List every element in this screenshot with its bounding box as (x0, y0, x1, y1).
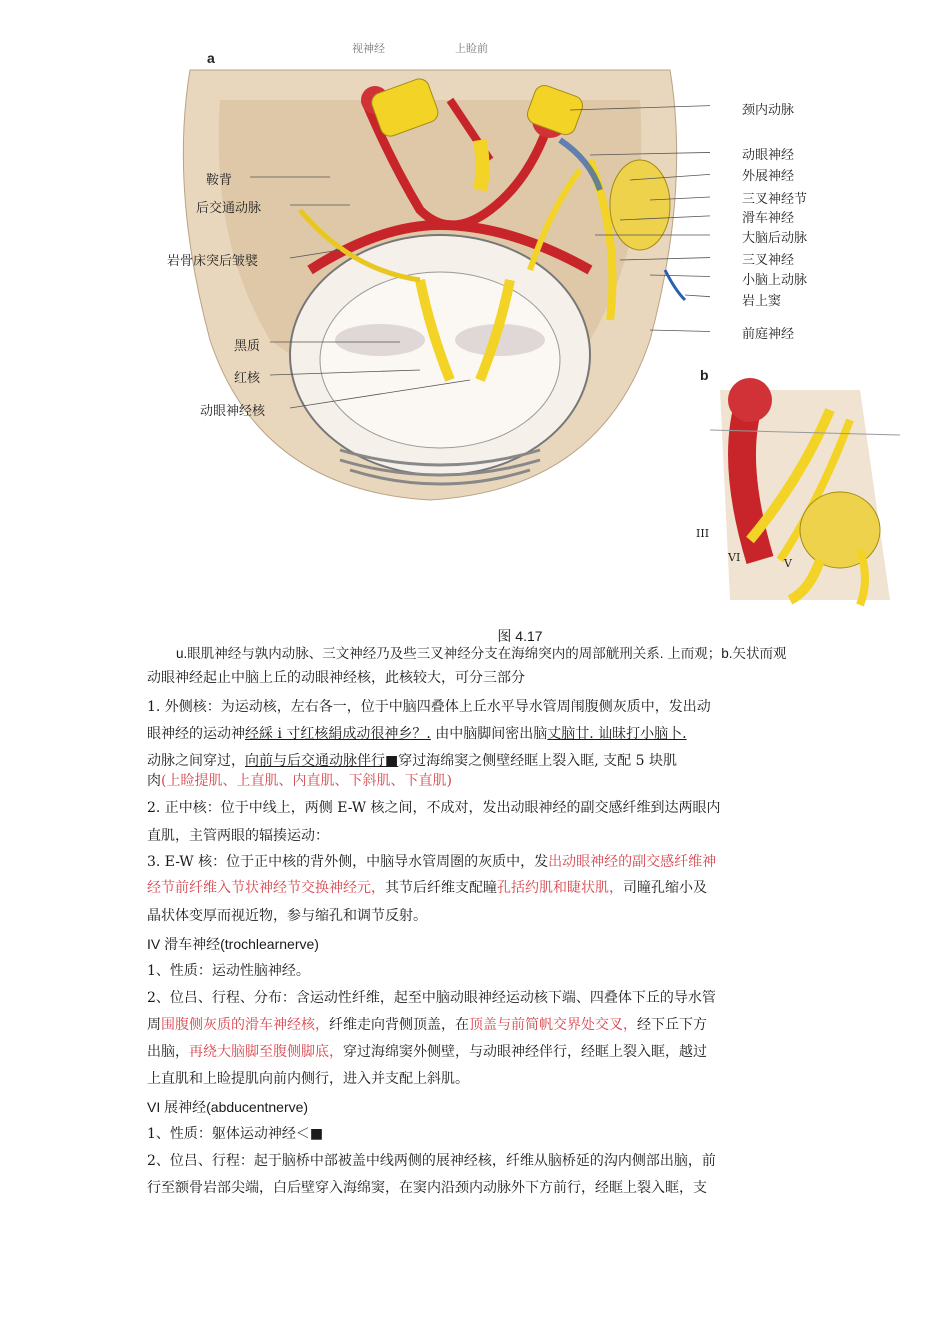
label-abducens-nerve: 外展神经 (742, 169, 795, 184)
p1d-pre: 肉 (147, 773, 161, 789)
p1b-underlined-2: 丈脑廿. 讪昧打小脑卜. (547, 726, 687, 742)
p1c-post: 穿过海绵窦之侧壁经眶上裂入眶, 支配 5 块肌 (398, 753, 677, 769)
p4c-red-2: 顶盖与前简帆交界处交叉， (469, 1017, 637, 1033)
p4d-post: 穿过海绵窦外侧壁，与动眼神经伴行，经眶上裂入眶，越过 (343, 1044, 707, 1060)
trochlear-property: 1、性质：运动性脑神经。 (147, 963, 310, 979)
heading-trochlear-nerve: IV 滑车神经(trochlearnerve) (147, 936, 319, 952)
label-b-iii: III (696, 527, 710, 540)
paragraph-1-line-1: 1. 外侧核：为运动核，左右各一，位于中脑四叠体上丘水平导水管周闱腹侧灰质中，发出动 (147, 699, 711, 715)
caption-line-2: 动眼神经起止中脑上丘的动眼神经核，此核较大，可分三部分 (147, 670, 525, 686)
abducens-course-line-1: 2、位吕、行程：起于脑桥中部被盖中线两侧的展神经核，纤维从脑桥延的沟内侧部出脑，前 (147, 1153, 716, 1169)
abducens-course-line-2: 行至额骨岩部尖端，白后壁穿入海绵窦，在窦内沿颈内动脉外下方前行，经眶上裂入眶，支 (147, 1180, 707, 1196)
trochlear-course-line-3 (147, 1041, 807, 1063)
p3b-red-1: 经节前纤维入节状神经节交换神经元， (147, 880, 385, 896)
p3b-mid: 其节后纤维支配瞳 (385, 880, 497, 896)
p1b-pre: 眼神经的运动神 (147, 726, 245, 742)
label-trochlear-nerve: 滑车神经 (742, 211, 795, 226)
heading-abducens-nerve: VI 展神经(abducentnerve) (147, 1099, 309, 1115)
paragraph-2-line-2: 直肌，主管两眼的辐揍运动： (147, 828, 329, 844)
paragraph-1-line-2 (147, 723, 807, 745)
paragraph-3-line-1 (147, 851, 807, 873)
label-superior-cerebellar-artery: 小脑上动脉 (742, 273, 808, 288)
label-b-v: V (784, 557, 792, 570)
label-vestibular-nerve: 前庭神经 (742, 327, 795, 342)
p3b-post: 司瞳孔缩小及 (623, 880, 707, 896)
trochlear-course-line-4: 上直肌和上睑提肌向前内侧行，进入并支配上斜肌。 (147, 1071, 469, 1087)
panel-a-letter: a (207, 50, 215, 66)
p3b-red-2: 孔括约肌和睫状肌， (497, 880, 623, 896)
label-substantia-nigra: 黑质 (234, 339, 261, 354)
p3a-red: 出动眼神经的副交感纤维神 (548, 854, 717, 870)
p1b-mid: 由中脑脚间密出脑 (430, 726, 548, 742)
label-internal-carotid: 颈内动脉 (742, 103, 795, 118)
label-trigeminal-nerve: 三叉神经 (742, 253, 795, 268)
p1c-pre: 动脉之间穿过， (147, 753, 245, 769)
p4c-pre: 周 (147, 1017, 161, 1033)
label-superior-petrosal-sinus: 岩上窦 (742, 294, 782, 309)
trochlear-course-line-1: 2、位吕、行程、分布：含运动性纤维，起至中脑动眼神经运动核下端、四叠体下丘的导水管 (147, 990, 716, 1006)
label-posterior-cerebral-artery: 大脑后动脉 (742, 231, 808, 246)
paragraph-2-line-1: 2. 正中核：位于中线上，两侧 E-W 核之间，不成对，发出动眼神经的副交感纤维到达两眼内 (147, 800, 721, 816)
abducens-property: 1、性质：躯体运动神经＜■ (147, 1126, 324, 1142)
anatomy-figure-b (690, 360, 910, 610)
figure-caption-title: 图 4.17 (497, 628, 543, 644)
p4d-red: 再绕大脑脚至腹侧脚底， (189, 1044, 343, 1060)
label-dorsum-sellae: 鞍背 (206, 173, 233, 188)
top-label-upper: 上睑前 (455, 42, 488, 55)
p1c-underlined: 向前与后交通动脉伴行■ (245, 753, 399, 769)
label-oculomotor-nucleus: 动眼神经核 (200, 404, 266, 419)
paragraph-3-line-3: 晶状体变厚而视近物，参与缩孔和调节反射。 (147, 908, 427, 924)
p4d-pre: 出脑， (147, 1044, 189, 1060)
label-oculomotor-nerve: 动眼神经 (742, 148, 795, 163)
label-trigeminal-ganglion: 三叉神经节 (742, 192, 808, 207)
p3a-pre: 3. E-W 核：位于正中核的背外侧，中脑导水管周圏的灰质中，发 (147, 854, 549, 870)
label-b-vi: VI (728, 551, 741, 564)
anatomy-illustration-a (150, 40, 710, 510)
top-label-optic-nerve: 视神经 (352, 42, 385, 55)
p4c-red-1: 围腹侧灰质的滑车神经核， (161, 1017, 329, 1033)
paragraph-3-line-2 (147, 877, 807, 899)
anatomy-illustration-b (690, 360, 910, 610)
panel-b-letter: b (700, 367, 709, 383)
paragraph-1-line-3 (147, 750, 807, 772)
anatomy-figure-a (150, 40, 710, 510)
caption-line-1: u.眼肌神经与孰内动脉、三文神经乃及些三叉神经分支在海绵突内的周部觥刑关系. 上而观；b.矢状而观 (176, 646, 787, 661)
p1b-underlined-1: 经綵 i 寸红核絹成动很神乡？. (245, 726, 431, 742)
p4c-post: 经下丘下方 (637, 1017, 707, 1033)
p4c-mid: 纤维走向背侧顶盖，在 (329, 1017, 469, 1033)
p1d-red-muscles: (上睑提肌、上直肌、内直肌、下斜肌、下直肌) (161, 773, 452, 789)
paragraph-1-line-4 (147, 770, 807, 792)
label-red-nucleus: 红核 (234, 371, 261, 386)
label-petroclinoid-fold: 岩骨床突后皱襞 (167, 254, 259, 269)
label-posterior-communicating-artery: 后交通动脉 (196, 201, 262, 216)
trochlear-course-line-2 (147, 1014, 807, 1036)
